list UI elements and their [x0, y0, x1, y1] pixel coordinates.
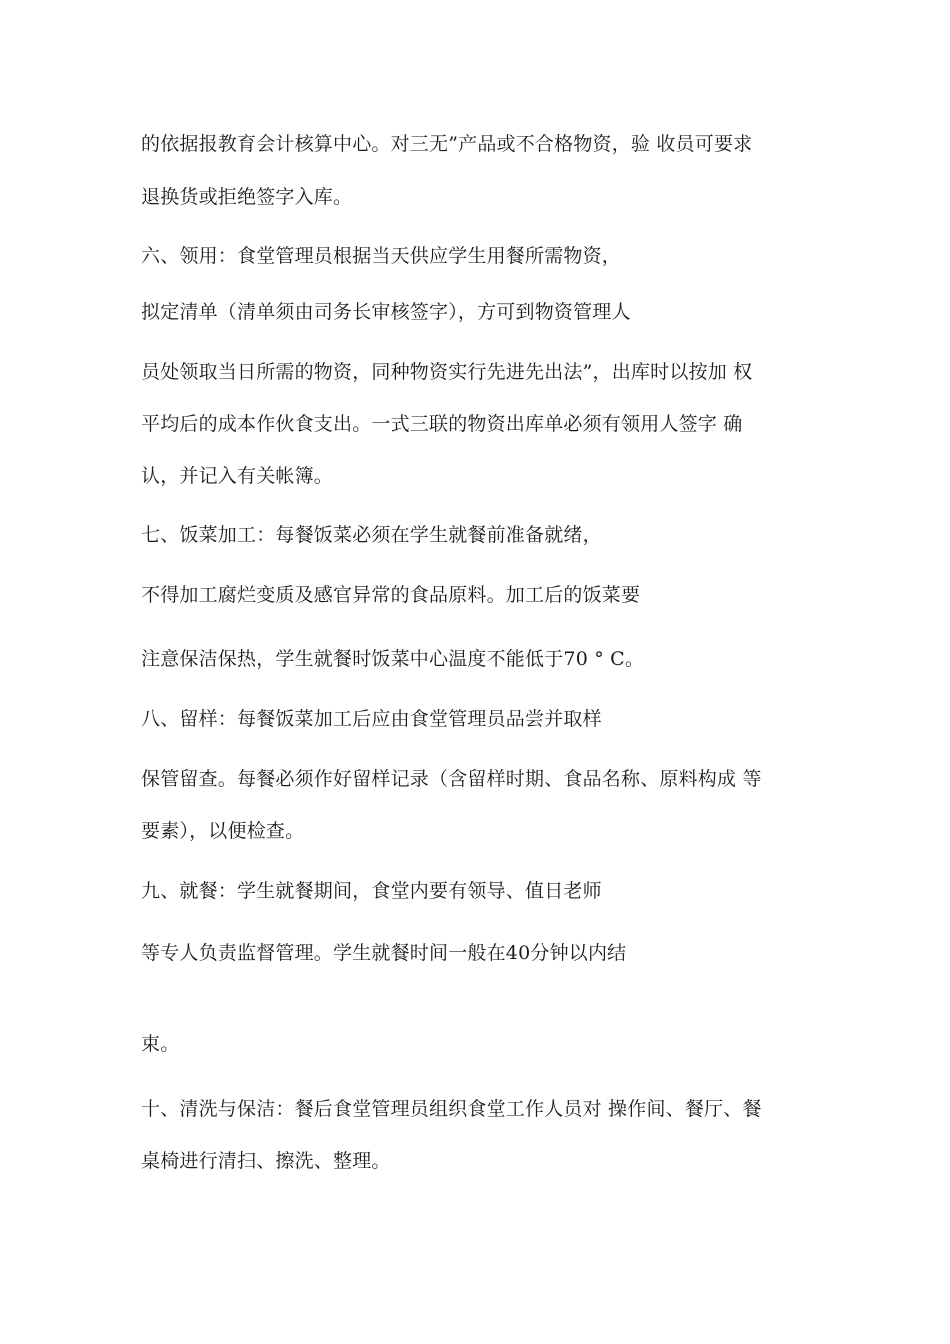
text-line-18: 桌椅进行清扫、擦洗、整理。 — [141, 1150, 391, 1172]
text-line-16: 束。 — [141, 1033, 180, 1055]
text-line-4: 拟定清单（清单须由司务长审核签字），方可到物资管理人 — [141, 301, 631, 323]
text-line-1: 的依据报教育会计核算中心。对三无”产品或不合格物资，验 收员可要求 — [141, 133, 753, 155]
text-line-6: 平均后的成本作伙食支出。一式三联的物资出库单必须有领用人签字 确 — [141, 413, 743, 435]
text-line-17: 十、清洗与保洁：餐后食堂管理员组织食堂工作人员对 操作间、餐厅、餐 — [141, 1098, 762, 1120]
text-line-11: 八、留样：每餐饭菜加工后应由食堂管理员品尝并取样 — [141, 708, 602, 730]
text-line-7: 认，并记入有关帐簿。 — [141, 465, 334, 487]
text-line-14: 九、就餐：学生就餐期间，食堂内要有领导、值日老师 — [141, 880, 602, 902]
text-line-10: 注意保洁保热，学生就餐时饭菜中心温度不能低于70 ° C。 — [141, 648, 645, 670]
text-line-8: 七、饭菜加工：每餐饭菜必须在学生就餐前准备就绪， — [141, 524, 602, 546]
text-line-9: 不得加工腐烂变质及感官异常的食品原料。加工后的饭菜要 — [141, 584, 641, 606]
text-line-3: 六、领用：食堂管理员根据当天供应学生用餐所需物资， — [141, 245, 622, 267]
text-line-13: 要素），以便检查。 — [141, 820, 305, 842]
text-line-5: 员处领取当日所需的物资，同种物资实行先进先出法”，出库时以按加 权 — [141, 361, 753, 383]
text-line-2: 退换货或拒绝签字入库。 — [141, 186, 353, 208]
text-line-12: 保管留查。每餐必须作好留样记录（含留样时期、食品名称、原料构成 等 — [141, 768, 762, 790]
text-line-15: 等专人负责监督管理。学生就餐时间一般在40分钟以内结 — [141, 942, 627, 964]
